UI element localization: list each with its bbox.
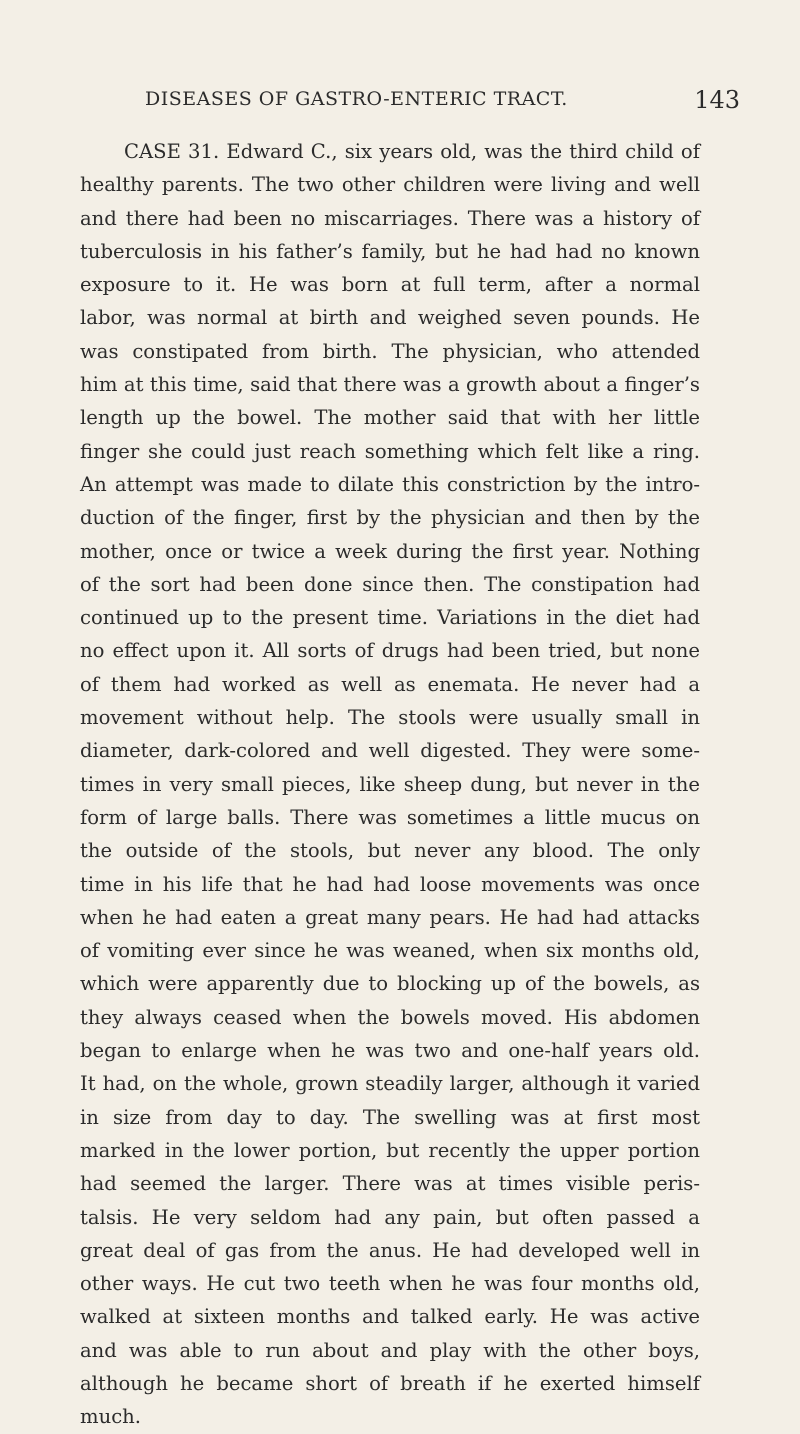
text-line: and there had been no miscarriages. There was a history of [80,206,700,230]
text-line: exposure to it. He was born at full term, after a normal [80,273,700,297]
text-line: had seemed the larger. There was at times visible peris- [80,1172,700,1196]
text-line: they always ceased when the bowels moved. His abdomen [80,1005,700,1029]
text-line: when he had eaten a great many pears. He had had attacks [80,905,700,929]
text-line: although he became short of breath if he exerted himself [80,1371,700,1395]
page-number: 143 [694,86,740,114]
text-line: which were apparently due to blocking up of the bowels, as [80,972,700,996]
text-line: mother, once or twice a week during the first year. Nothing [80,539,700,563]
text-line: An attempt was made to dilate this constriction by the intro- [80,472,700,496]
text-line: time in his life that he had had loose movements was once [80,872,700,896]
case-paragraph [80,135,700,1434]
text-line: in size from day to day. The swelling was at first most [80,1105,700,1129]
text-line: walked at sixteen months and talked early. He was active [80,1305,700,1329]
text-line: much. [80,1405,142,1429]
text-line: of them had worked as well as enemata. He never had a [80,672,700,696]
text-line: CASE 31. Edward C., six years old, was the third child of [124,140,700,163]
text-line: finger she could just reach something which felt like a ring. [80,439,700,463]
text-line: healthy parents. The two other children were living and well [80,173,700,197]
text-line: no effect upon it. All sorts of drugs had been tried, but none [80,639,700,663]
text-line: was constipated from birth. The physician, who attended [80,339,700,363]
text-line: of vomiting ever since he was weaned, when six months old, [80,939,700,963]
text-line: began to enlarge when he was two and one-half years old. [80,1039,700,1063]
text-line: and was able to run about and play with the other boys, [80,1338,700,1362]
text-line: It had, on the whole, grown steadily larger, although it varied [80,1072,700,1096]
text-line: tuberculosis in his father’s family, but he had had no known [80,239,700,263]
running-title: DISEASES OF GASTRO-ENTERIC TRACT. [145,88,568,110]
text-line: movement without help. The stools were usually small in [80,706,700,730]
text-line: of the sort had been done since then. The constipation had [80,572,700,596]
text-line: talsis. He very seldom had any pain, but often passed a [80,1205,700,1229]
text-line: marked in the lower portion, but recently the upper portion [80,1138,700,1162]
text-line: form of large balls. There was sometimes a little mucus on [80,805,700,829]
text-line: labor, was normal at birth and weighed seven pounds. He [80,306,700,330]
text-line: other ways. He cut two teeth when he was four months old, [80,1272,700,1296]
text-line: duction of the finger, first by the physician and then by the [80,506,700,530]
text-line: continued up to the present time. Variations in the diet had [80,606,700,630]
text-line: great deal of gas from the anus. He had developed well in [80,1238,700,1262]
text-line: length up the bowel. The mother said that with her little [80,406,700,430]
text-line: diameter, dark-colored and well digested. They were some- [80,739,700,763]
text-line: times in very small pieces, like sheep dung, but never in the [80,772,700,796]
text-line: him at this time, said that there was a growth about a finger’s [80,373,700,397]
text-line: the outside of the stools, but never any blood. The only [80,839,700,863]
running-head [60,88,740,118]
